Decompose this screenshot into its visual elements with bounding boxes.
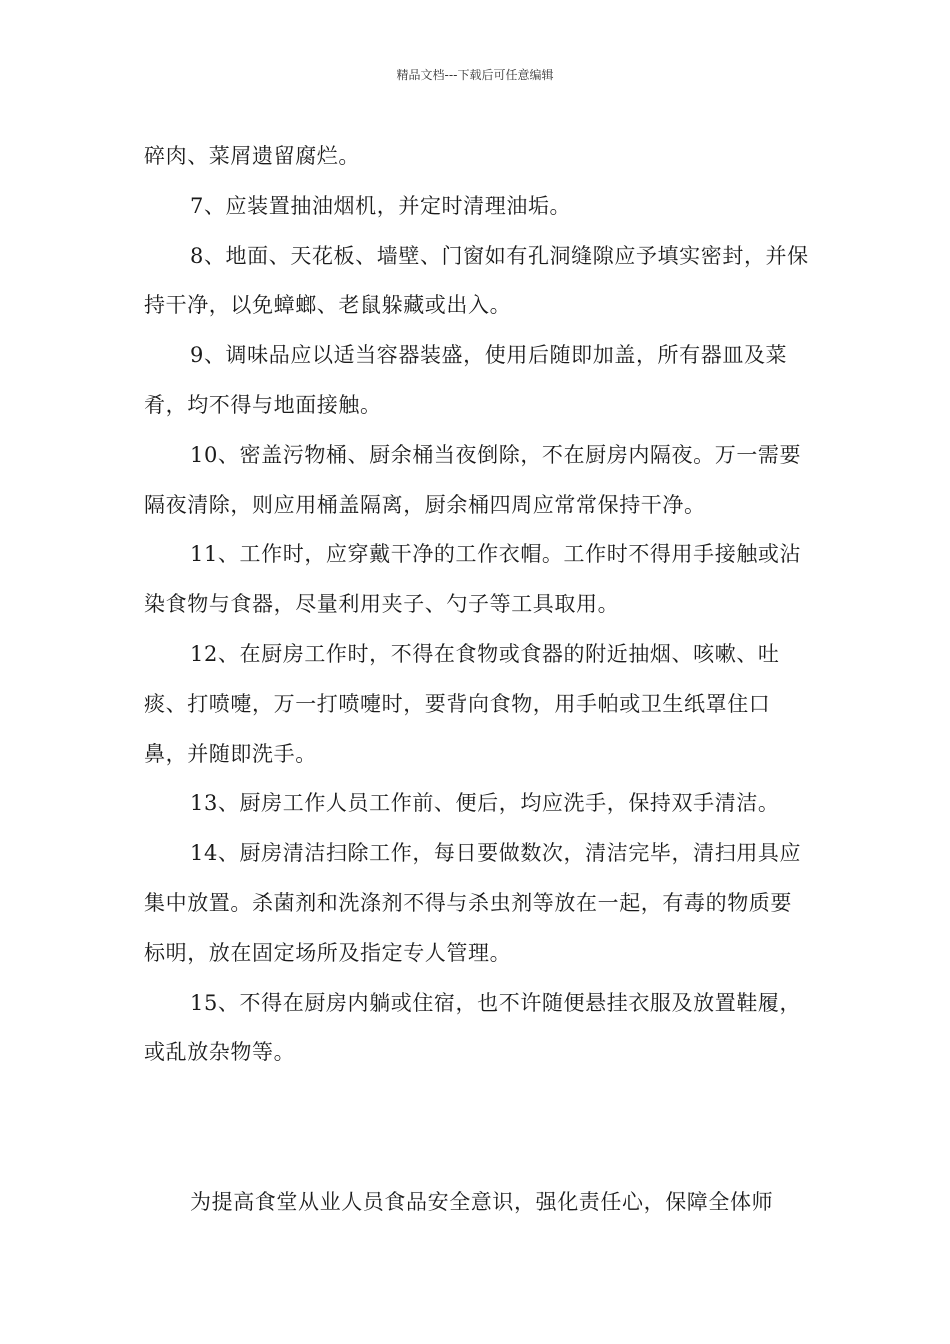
section-gap: [144, 1078, 812, 1178]
rule-12: 12、在厨房工作时，不得在食物或食器的附近抽烟、咳嗽、吐痰、打喷嚏，万一打喷嚏时，要背向食物，用手帕或卫生纸罩住口鼻，并随即洗手。: [144, 641, 780, 766]
rule-8: 8、地面、天花板、墙壁、门窗如有孔洞缝隙应予填实密封，并保持干净，以免蟑螂、老鼠躲藏或出入。: [144, 243, 809, 318]
rule-15: 15、不得在厨房内躺或住宿，也不许随便悬挂衣服及放置鞋履，或乱放杂物等。: [144, 990, 802, 1065]
rule-10: 10、密盖污物桶、厨余桶当夜倒除，不在厨房内隔夜。万一需要隔夜清除，则应用桶盖隔离，厨余桶四周应常常保持干净。: [144, 442, 802, 517]
rule-11: 11、工作时，应穿戴干净的工作衣帽。工作时不得用手接触或沾染食物与食器，尽量利用夹子、勺子等工具取用。: [144, 542, 802, 617]
rule-7: 7、应装置抽油烟机，并定时清理油垢。: [190, 193, 572, 218]
next-section-paragraph: 为提高食堂从业人员食品安全意识，强化责任心，保障全体师: [190, 1189, 774, 1214]
rule-9: 9、调味品应以适当容器装盛，使用后随即加盖，所有器皿及菜肴，均不得与地面接触。: [144, 343, 788, 417]
paragraph-continuation: 碎肉、菜屑遗留腐烂。: [144, 144, 360, 168]
page-header: 精品文档---下载后可任意编辑: [396, 68, 554, 82]
document-body: [144, 132, 812, 1228]
rule-14: 14、厨房清洁扫除工作，每日要做数次，清洁完毕，清扫用具应集中放置。杀菌剂和洗涤剂不得与杀虫剂等放在一起，有毒的物质要标明，放在固定场所及指定专人管理。: [144, 841, 802, 965]
rule-13: 13、厨房工作人员工作前、便后，均应洗手，保持双手清洁。: [190, 791, 780, 816]
